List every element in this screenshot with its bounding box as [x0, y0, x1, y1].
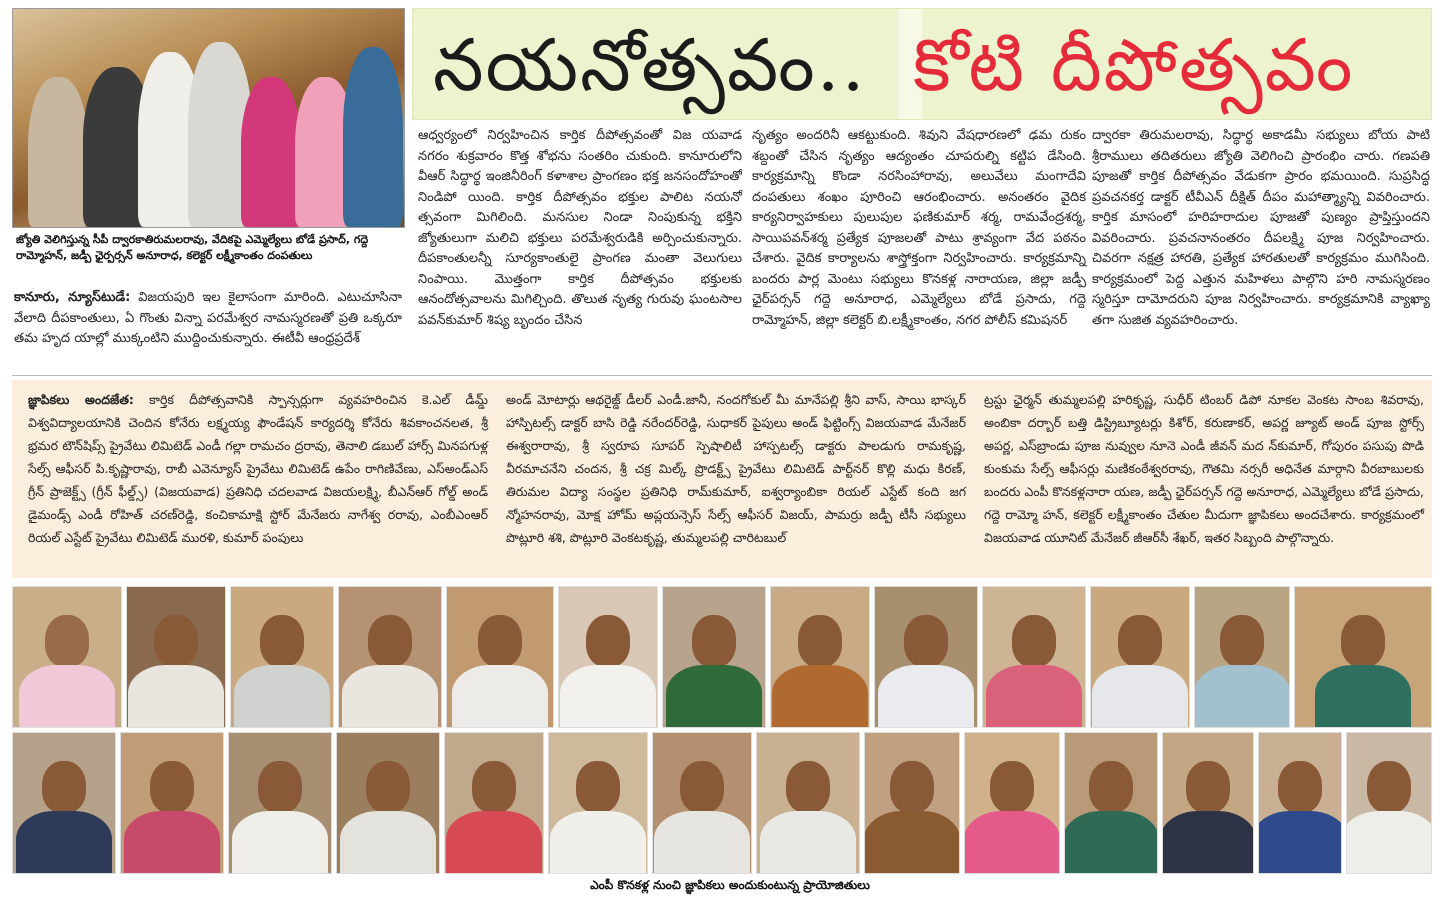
- grid-photo: [230, 586, 334, 728]
- headline-part1: నయనోత్సవం..: [433, 23, 867, 107]
- sponsors-column-2: అండ్ మోటార్లు ఆథరైజ్డ్ డీలర్ ఎండీ.జానీ, నందగోకుల్ మీ మానేపల్లి శ్రీని వాస్, సాయి భాస్కర్ హాస్పిటల్స్ డాక్టర్ బాసి రెడ్డి నరేందర్‌రెడ్డి, సుధాకర్ పైపులు అండ్ ఫిట్టింగ్స్ విజయవాడ మేనేజర్ ఈశ్వరారావు, శ్రీ స్వరూప సూపర్ స్పెషాలిటీ హాస్పటల్స్ డాక్టరు పాలడుగు రామకృష్ణ, వీరమాచనేని చందన, శ్రీ చక్ర మిల్క్ ప్రొడక్ట్స్ ప్రైవేటు లిమిటెడ్ పార్ట్‌నర్ కొల్లి మధు కిరణ్, తిరుమల విద్యా సంస్థల ప్రతినిధి రామ్‌కుమార్, ఐశ్వర్యాంబికా రియల్ ఎస్టేట్ కంది జగ న్మోహనరావు, మోక్ష హోమ్ అప్లయన్సెస్ సేల్స్ ఆఫీసర్ విజయ్, పామర్రు జడ్పీ టీసీ సభ్యులు పొట్లూరి శశి, పొట్లూరి వెంకటకృష్ణ, తుమ్మలపల్లి చారిటబుల్: [506, 392, 966, 545]
- person-figure: [241, 77, 301, 227]
- grid-photo: [1064, 732, 1158, 874]
- grid-photo: [336, 732, 440, 874]
- person-figure: [343, 47, 403, 227]
- grid-photo: [12, 586, 122, 728]
- grid-photo: [558, 586, 658, 728]
- article-column-1: [14, 288, 402, 350]
- sponsors-col0-text: కార్తిక దీపోత్సవానికి స్పాన్సర్లుగా వ్యవహరించిన కె.ఎల్ డీమ్డ్ విశ్వవిద్యాలయానికి చెందిన కోనేరు లక్ష్మయ్య ఫౌండేషన్ కార్యదర్శి కోనేరు శివకాంచనలత, శ్రీ భ్రమర టౌన్‌షిప్స్ ప్రైవేటు లిమిటెడ్ ఎండీ గల్లా రామచం ద్రరావు, తెనాలి డబుల్ హార్స్ మినపగుళ్ల సేల్స్ ఆఫీసర్ పి.కృష్ణారావు, రాబీ ఎవెన్యూస్ ప్రైవేటు లిమిటెడ్ ఉపేం రాగిణివేణు, ఎస్అండ్ఎస్ గ్రీన్ ప్రాజెక్ట్స్ (గ్రీన్ ఫీల్డ్స్) (విజయవాడ) ప్రతినిధి చదలవాడ విజయలక్ష్మి, బీఎన్ఆర్ గోల్డ్ అండ్ డైమండ్స్ ఎండీ రోహిత్ చరణ్‌రెడ్డి, కంచికామాక్షి స్టోర్ మేనేజరు నాగేశ్వ రరావు, ఎంబీఎంఆర్ రియల్ ఎస్టేట్ ప్రైవేటు లిమిటెడ్ మురళి, కుమార్ పంపులు: [28, 392, 488, 545]
- grid-photo: [652, 732, 752, 874]
- grid-photo: [982, 586, 1086, 728]
- sponsors-box: [12, 380, 1432, 578]
- grid-photo: [770, 586, 870, 728]
- grid-photo: [444, 732, 544, 874]
- main-photo-caption: జ్యోతి వెలిగిస్తున్న సీపీ ద్వారకాతిరుమలరావు, వేదికపై ఎమ్మెల్యేలు బోడే ప్రసాద్, గద్దె రామ్మోహన్, జడ్పీ ఛైర్పర్సన్ అనూరాధ, కలెక్టర్ లక్ష్మీకాంతం దంపతులు: [16, 233, 369, 262]
- photo-grid-caption: ఎంపీ కొనకళ్ల నుంచి జ్ఞాపికలు అందుకుంటున్న ప్రాయోజితులు: [590, 878, 870, 892]
- grid-photo: [874, 586, 978, 728]
- grid-photo: [1194, 586, 1290, 728]
- grid-photo: [120, 732, 224, 874]
- person-figure: [28, 77, 88, 227]
- grid-photo: [1162, 732, 1254, 874]
- article-dateline: కానూరు, న్యూస్‌టుడే:: [14, 290, 131, 305]
- grid-photo: [548, 732, 648, 874]
- article-col0-text: విజయపురి ఇల కైలాసంగా మారింది. ఎటుచూసినా వేలాది దీపకాంతులు, ఏ గొంతు విన్నా పరమేశ్వర నామస్మరణతో ప్రతి ఒక్కరూ తమ హృద యాల్లో ముక్కంటిని ముద్దించుకున్నారు. ఈటీవీ ఆంధ్రప్రదేశ్: [14, 290, 402, 346]
- grid-photo: [964, 732, 1060, 874]
- grid-photo: [338, 586, 442, 728]
- grid-photo: [126, 586, 226, 728]
- headline-part2: కోటి దీపోత్సవం: [913, 23, 1355, 107]
- grid-photo: [1346, 732, 1432, 874]
- grid-photo: [1258, 732, 1342, 874]
- sponsors-column-1: [28, 388, 488, 549]
- grid-photo: [1294, 586, 1432, 728]
- article-column-3: నృత్యం అందరినీ ఆకట్టుకుంది. శివుని వేషధారణలో ఢమ రుకం శబ్దంతో చేసిన నృత్యం ఆద్యంతం చూపరుల్ని కట్టిప డేసింది. కార్యక్రమాన్ని కొండా నరసింహారావు, అలువేలు మంగాదేవి దంపతులు శంఖం పూరించి ఆరంభించారు. అనంతరం వైదిక కార్యనిర్వాహకులు పులుపుల ఫణికుమార్ శర్మ, రామవేంద్రశర్మ, సాయిపవన్‌శర్మ ప్రత్యేక పూజలతో పాటు శ్రావ్యంగా వేద పఠనం చేశారు. వైదిక కార్యాలను శాస్త్రోక్తంగా నిర్వహించారు. కార్యక్రమాన్ని బందరు పార్ల మెంటు సభ్యులు కొనకళ్ల నారాయణ, జిల్లా జడ్పీ ఛైర్‌పర్సన్ గద్దె అనూరాధ, ఎమ్మెల్యేలు బోడే ప్రసాదు, గద్దె రామ్మోహన్, జిల్లా కలెక్టర్ బి.లక్ష్మీకాంతం, నగర పోలీస్ కమిషనర్: [752, 128, 1086, 328]
- sponsors-column-3: ట్రస్టు ఛైర్మన్ తుమ్మలపల్లి హరికృష్ణ, సుధీర్ టింబర్ డిపో నూకల వెంకట సాంబ శివరావు, అంబికా దర్బార్ బత్తి డిస్ట్రిబ్యూటర్లు కిశోర్, కరుణాకర్, అపర్ణ జ్యూట్ అండ్ పూజ స్టోర్స్ అపర్ణ, ఎస్‌బ్రాండు పూజ నువ్వుల నూనె ఎండీ జీవన్ మద న్‌కుమార్, గోపురం పసుపు పొడి కుంకుమ సేల్స్ ఆఫీసర్లు మణికంఠేశ్వరరావు, గౌతమి నర్సరీ అధినేత మార్గాని వీరబాబులకు బందరు ఎంపీ కొనకళ్లనారా యణ, జడ్పీ ఛైర్‌పర్సన్ గద్దె అనూరాధ, ఎమ్మెల్యేలు బోడే ప్రసాదు, గద్దె రామ్మో హన్, కలెక్టర్ లక్ష్మీకాంతం చేతుల మీదుగా జ్ఞాపికలు అందచేశారు. కార్యక్రమంలో విజయవాడ యూనిట్ మేనేజర్ జీఆర్‌సీ శేఖర్, ఇతర సిబ్బంది పాల్గొన్నారు.: [984, 392, 1424, 545]
- grid-photo: [864, 732, 960, 874]
- grid-photo: [1090, 586, 1190, 728]
- grid-photo: [662, 586, 766, 728]
- article-column-2: ఆధ్వర్యంలో నిర్వహించిన కార్తిక దీపోత్సవంతో విజ యవాడ నగరం శుక్రవారం కొత్త శోభను సంతరిం చుకుంది. కానూరులోని వీఆర్ సిద్ధార్థ ఇంజినీరింగ్ కళాశాల ప్రాంగణం భక్త జనసందోహంతో నిండిపో యింది. కార్తిక దీపోత్సవం భక్తుల పాలిట నయనో త్సవంగా మిగిలింది. మనసుల నిండా నింపుకున్న భక్తిని జ్యోతులుగా మలిచి భక్తులు పరమేశ్వరుడికి అర్పించుకున్నారు. దీపకాంతులన్నీ సూర్యకాంతులై ప్రాంగణ మంతా వెలుగులు నింపాయి. మొత్తంగా కార్తిక దీపోత్సవం భక్తులకు ఆనందోత్సవాలను మిగిల్చింది. తొలుత నృత్య గురువు ఘంటసాల పవన్‌కుమార్ శిష్య బృందం చేసిన: [418, 128, 742, 328]
- section-divider: [12, 375, 1432, 376]
- grid-photo: [446, 586, 554, 728]
- headline-band: [412, 8, 1432, 120]
- grid-photo: [228, 732, 332, 874]
- article-column-4: ద్వారకా తిరుమలరావు, సిద్ధార్థ అకాడమీ సభ్యులు బోయ పాటి శ్రీరాములు తదితరులు జ్యోతి వెలిగించి ప్రారంభిం చారు. గణపతి పూజతో కార్తిక దీపోత్సవం వేడుకగా ప్రారం భమయింది. సుప్రసిద్ధ ప్రవచనకర్త డాక్టర్ టీవీఎన్ దీక్షిత్ దీపం మహాత్మ్యాన్ని వివరించారు. కార్తిక మాసంలో హరిహరాదుల పూజతో పుణ్యం ప్రాప్తిస్తుందని వివరించారు. ప్రవచనానంతరం దీపలక్ష్మి పూజ నిర్వహించారు. చివరగా నక్షత్ర హారతి, ప్రత్యేక హారతులతో కార్యక్రమం ముగిసింది. కార్యక్రమంలో పెద్ద ఎత్తున మహిళలు పాల్గొని హరి నామస్మరణం స్మరిస్తూ దామోదరుని పూజ నిర్వహించారు. కార్యక్రమానికి వ్యాఖ్యా తగా సుజిత వ్యవహరించారు.: [1092, 128, 1430, 328]
- main-event-photo: [12, 8, 405, 228]
- sponsors-lead: జ్ఞాపికలు అందజేత:: [28, 392, 134, 407]
- grid-photo: [12, 732, 116, 874]
- grid-photo: [756, 732, 860, 874]
